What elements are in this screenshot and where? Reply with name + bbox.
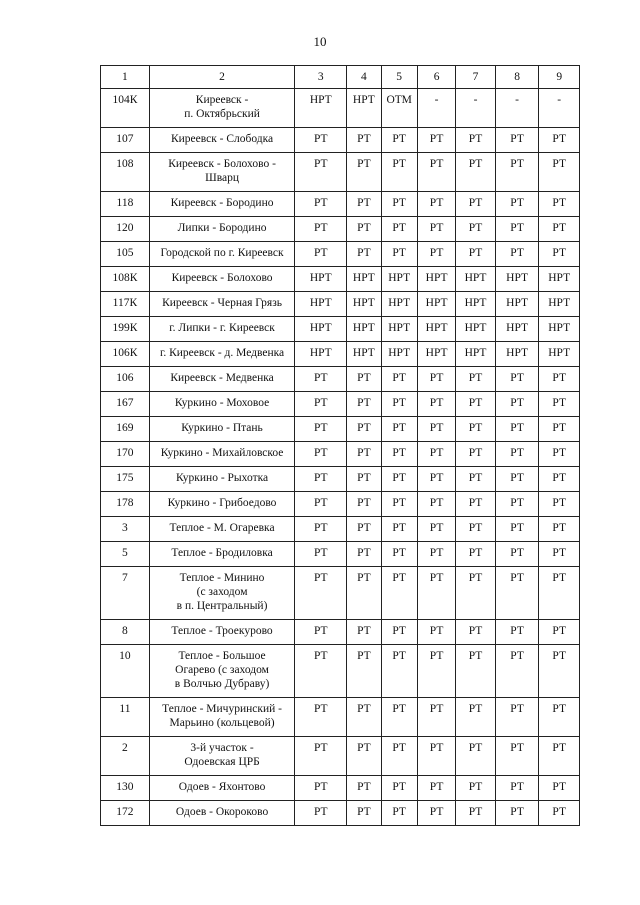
table-row [101, 292, 580, 317]
col-4-value: РТ [347, 645, 381, 698]
col-8-value: НРТ [495, 292, 539, 317]
col-6-value: НРТ [417, 317, 455, 342]
route-number: 167 [101, 392, 150, 417]
col-8-value: РТ [495, 517, 539, 542]
table-row [101, 153, 580, 192]
col-4-value: НРТ [347, 267, 381, 292]
route-name: Киреевск - п. Октябрьский [149, 89, 294, 128]
col-8-value: РТ [495, 801, 539, 826]
route-name: Киреевск - Слободка [149, 128, 294, 153]
col-4-value: РТ [347, 442, 381, 467]
col-8-value: РТ [495, 542, 539, 567]
table-row [101, 392, 580, 417]
route-name: Киреевск - Черная Грязь [149, 292, 294, 317]
col-3-value: РТ [295, 367, 347, 392]
col-3-value: РТ [295, 776, 347, 801]
route-number: 172 [101, 801, 150, 826]
col-6-value: РТ [417, 737, 455, 776]
col-6-value: РТ [417, 392, 455, 417]
route-number: 170 [101, 442, 150, 467]
col-8-value: РТ [495, 620, 539, 645]
column-header: 8 [495, 66, 539, 89]
column-header: 3 [295, 66, 347, 89]
col-3-value: РТ [295, 737, 347, 776]
col-3-value: НРТ [295, 267, 347, 292]
col-4-value: РТ [347, 192, 381, 217]
col-8-value: РТ [495, 242, 539, 267]
col-7-value: РТ [456, 517, 495, 542]
col-4-value: РТ [347, 417, 381, 442]
col-7-value: - [456, 89, 495, 128]
route-number: 5 [101, 542, 150, 567]
route-number: 175 [101, 467, 150, 492]
col-9-value: РТ [539, 620, 580, 645]
col-4-value: РТ [347, 737, 381, 776]
col-6-value: РТ [417, 698, 455, 737]
col-6-value: НРТ [417, 292, 455, 317]
col-9-value: РТ [539, 217, 580, 242]
col-7-value: РТ [456, 467, 495, 492]
col-7-value: НРТ [456, 317, 495, 342]
col-7-value: РТ [456, 442, 495, 467]
col-9-value: РТ [539, 417, 580, 442]
route-name: Городской по г. Киреевск [149, 242, 294, 267]
col-5-value: РТ [381, 542, 417, 567]
col-5-value: НРТ [381, 292, 417, 317]
route-number: 120 [101, 217, 150, 242]
col-4-value: РТ [347, 467, 381, 492]
col-6-value: РТ [417, 217, 455, 242]
route-number: 104К [101, 89, 150, 128]
col-7-value: РТ [456, 567, 495, 620]
col-8-value: НРТ [495, 317, 539, 342]
col-7-value: РТ [456, 417, 495, 442]
table-row [101, 367, 580, 392]
col-3-value: РТ [295, 242, 347, 267]
route-name: г. Липки - г. Киреевск [149, 317, 294, 342]
table-row [101, 217, 580, 242]
table-row [101, 267, 580, 292]
col-7-value: РТ [456, 367, 495, 392]
col-5-value: НРТ [381, 267, 417, 292]
col-7-value: РТ [456, 492, 495, 517]
route-name: Одоев - Яхонтово [149, 776, 294, 801]
column-header: 5 [381, 66, 417, 89]
column-header: 9 [539, 66, 580, 89]
col-5-value: РТ [381, 620, 417, 645]
col-8-value: РТ [495, 492, 539, 517]
table-row [101, 801, 580, 826]
col-7-value: НРТ [456, 292, 495, 317]
table-row [101, 492, 580, 517]
col-6-value: РТ [417, 128, 455, 153]
column-header: 6 [417, 66, 455, 89]
col-3-value: РТ [295, 517, 347, 542]
col-8-value: РТ [495, 645, 539, 698]
table-row [101, 467, 580, 492]
col-3-value: РТ [295, 698, 347, 737]
table-row [101, 192, 580, 217]
col-5-value: РТ [381, 567, 417, 620]
table-row [101, 517, 580, 542]
col-5-value: НРТ [381, 317, 417, 342]
col-8-value: РТ [495, 128, 539, 153]
route-name: Одоев - Окороково [149, 801, 294, 826]
route-name: Киреевск - Медвенка [149, 367, 294, 392]
col-3-value: РТ [295, 567, 347, 620]
route-number: 117К [101, 292, 150, 317]
col-6-value: РТ [417, 417, 455, 442]
route-number: 106К [101, 342, 150, 367]
col-6-value: РТ [417, 367, 455, 392]
table-row [101, 317, 580, 342]
col-9-value: РТ [539, 442, 580, 467]
col-3-value: НРТ [295, 292, 347, 317]
route-name: Киреевск - Бородино [149, 192, 294, 217]
col-4-value: РТ [347, 517, 381, 542]
col-4-value: РТ [347, 542, 381, 567]
col-7-value: РТ [456, 128, 495, 153]
route-number: 7 [101, 567, 150, 620]
col-9-value: РТ [539, 192, 580, 217]
col-5-value: РТ [381, 128, 417, 153]
col-4-value: РТ [347, 698, 381, 737]
col-6-value: РТ [417, 620, 455, 645]
route-name: Теплое - Троекурово [149, 620, 294, 645]
col-8-value: НРТ [495, 342, 539, 367]
col-3-value: РТ [295, 153, 347, 192]
route-name: Куркино - Птань [149, 417, 294, 442]
table-row [101, 128, 580, 153]
route-number: 11 [101, 698, 150, 737]
col-4-value: РТ [347, 392, 381, 417]
col-4-value: РТ [347, 620, 381, 645]
col-8-value: РТ [495, 192, 539, 217]
col-3-value: РТ [295, 128, 347, 153]
col-9-value: - [539, 89, 580, 128]
col-7-value: РТ [456, 698, 495, 737]
col-5-value: РТ [381, 442, 417, 467]
route-name: Теплое - Минино (с заходом в п. Центральный) [149, 567, 294, 620]
col-8-value: РТ [495, 417, 539, 442]
col-4-value: НРТ [347, 342, 381, 367]
table-row [101, 442, 580, 467]
column-header: 4 [347, 66, 381, 89]
col-4-value: РТ [347, 776, 381, 801]
col-6-value: РТ [417, 242, 455, 267]
col-5-value: РТ [381, 192, 417, 217]
col-5-value: РТ [381, 153, 417, 192]
col-7-value: НРТ [456, 267, 495, 292]
col-7-value: РТ [456, 737, 495, 776]
col-5-value: РТ [381, 242, 417, 267]
route-number: 2 [101, 737, 150, 776]
table-row [101, 542, 580, 567]
col-6-value: РТ [417, 153, 455, 192]
col-6-value: РТ [417, 801, 455, 826]
route-name: Куркино - Рыхотка [149, 467, 294, 492]
col-6-value: РТ [417, 442, 455, 467]
route-name: Куркино - Моховое [149, 392, 294, 417]
col-9-value: РТ [539, 128, 580, 153]
route-name: Теплое - Мичуринский - Марьино (кольцевой) [149, 698, 294, 737]
col-9-value: РТ [539, 542, 580, 567]
route-name: Куркино - Грибоедово [149, 492, 294, 517]
col-4-value: НРТ [347, 317, 381, 342]
col-4-value: РТ [347, 367, 381, 392]
col-6-value: РТ [417, 492, 455, 517]
col-8-value: РТ [495, 737, 539, 776]
col-6-value: НРТ [417, 342, 455, 367]
col-9-value: НРТ [539, 267, 580, 292]
col-3-value: РТ [295, 217, 347, 242]
col-6-value: РТ [417, 517, 455, 542]
route-name: г. Киреевск - д. Медвенка [149, 342, 294, 367]
col-7-value: РТ [456, 392, 495, 417]
col-6-value: НРТ [417, 267, 455, 292]
route-number: 106 [101, 367, 150, 392]
col-9-value: НРТ [539, 292, 580, 317]
col-3-value: НРТ [295, 89, 347, 128]
col-8-value: НРТ [495, 267, 539, 292]
col-9-value: РТ [539, 242, 580, 267]
col-5-value: РТ [381, 776, 417, 801]
route-name: Теплое - Большое Огарево (с заходом в Волчью Дубраву) [149, 645, 294, 698]
route-number: 108К [101, 267, 150, 292]
col-3-value: РТ [295, 392, 347, 417]
table-row [101, 89, 580, 128]
col-9-value: НРТ [539, 342, 580, 367]
col-8-value: РТ [495, 776, 539, 801]
col-7-value: РТ [456, 242, 495, 267]
col-4-value: РТ [347, 242, 381, 267]
col-7-value: РТ [456, 801, 495, 826]
col-6-value: РТ [417, 567, 455, 620]
route-number: 105 [101, 242, 150, 267]
col-5-value: РТ [381, 517, 417, 542]
col-6-value: - [417, 89, 455, 128]
col-5-value: РТ [381, 467, 417, 492]
table-row [101, 417, 580, 442]
col-9-value: РТ [539, 567, 580, 620]
route-number: 108 [101, 153, 150, 192]
col-7-value: РТ [456, 620, 495, 645]
col-5-value: РТ [381, 417, 417, 442]
col-3-value: РТ [295, 417, 347, 442]
col-8-value: - [495, 89, 539, 128]
table-row [101, 242, 580, 267]
col-8-value: РТ [495, 392, 539, 417]
route-number: 130 [101, 776, 150, 801]
page-number: 10 [313, 34, 327, 49]
col-5-value: РТ [381, 492, 417, 517]
col-4-value: РТ [347, 492, 381, 517]
route-number: 3 [101, 517, 150, 542]
col-7-value: РТ [456, 645, 495, 698]
col-9-value: РТ [539, 467, 580, 492]
col-3-value: РТ [295, 542, 347, 567]
col-3-value: РТ [295, 442, 347, 467]
col-8-value: РТ [495, 153, 539, 192]
col-5-value: НРТ [381, 342, 417, 367]
col-7-value: РТ [456, 192, 495, 217]
col-5-value: РТ [381, 217, 417, 242]
col-9-value: РТ [539, 698, 580, 737]
col-9-value: РТ [539, 492, 580, 517]
col-9-value: НРТ [539, 317, 580, 342]
col-6-value: РТ [417, 645, 455, 698]
col-4-value: РТ [347, 567, 381, 620]
col-8-value: РТ [495, 467, 539, 492]
route-number: 10 [101, 645, 150, 698]
table-row [101, 698, 580, 737]
route-name: Киреевск - Болохово [149, 267, 294, 292]
col-5-value: РТ [381, 698, 417, 737]
col-7-value: РТ [456, 153, 495, 192]
route-name: Теплое - Бродиловка [149, 542, 294, 567]
col-9-value: РТ [539, 153, 580, 192]
route-name: Теплое - М. Огаревка [149, 517, 294, 542]
routes-body [101, 89, 580, 826]
col-7-value: РТ [456, 542, 495, 567]
col-5-value: РТ [381, 392, 417, 417]
col-3-value: РТ [295, 645, 347, 698]
col-3-value: РТ [295, 801, 347, 826]
column-header: 1 [101, 66, 150, 89]
col-9-value: РТ [539, 801, 580, 826]
routes-table [100, 65, 580, 826]
col-9-value: РТ [539, 367, 580, 392]
route-name: Липки - Бородино [149, 217, 294, 242]
route-number: 199К [101, 317, 150, 342]
route-number: 107 [101, 128, 150, 153]
col-3-value: РТ [295, 467, 347, 492]
col-7-value: РТ [456, 217, 495, 242]
col-6-value: РТ [417, 467, 455, 492]
route-number: 118 [101, 192, 150, 217]
table-row [101, 342, 580, 367]
col-6-value: РТ [417, 776, 455, 801]
route-name: 3-й участок - Одоевская ЦРБ [149, 737, 294, 776]
col-3-value: РТ [295, 192, 347, 217]
col-4-value: РТ [347, 217, 381, 242]
col-9-value: РТ [539, 776, 580, 801]
col-6-value: РТ [417, 542, 455, 567]
col-3-value: НРТ [295, 317, 347, 342]
col-9-value: РТ [539, 517, 580, 542]
col-4-value: РТ [347, 128, 381, 153]
route-number: 169 [101, 417, 150, 442]
col-8-value: РТ [495, 442, 539, 467]
col-4-value: РТ [347, 801, 381, 826]
route-name: Куркино - Михайловское [149, 442, 294, 467]
col-3-value: РТ [295, 492, 347, 517]
col-4-value: НРТ [347, 89, 381, 128]
col-9-value: РТ [539, 645, 580, 698]
col-8-value: РТ [495, 567, 539, 620]
header-row [101, 66, 580, 89]
col-5-value: РТ [381, 801, 417, 826]
col-5-value: РТ [381, 737, 417, 776]
table-row [101, 645, 580, 698]
col-9-value: РТ [539, 392, 580, 417]
col-7-value: НРТ [456, 342, 495, 367]
col-8-value: РТ [495, 217, 539, 242]
route-number: 8 [101, 620, 150, 645]
col-3-value: НРТ [295, 342, 347, 367]
col-4-value: НРТ [347, 292, 381, 317]
col-8-value: РТ [495, 698, 539, 737]
col-6-value: РТ [417, 192, 455, 217]
col-5-value: РТ [381, 645, 417, 698]
column-header: 7 [456, 66, 495, 89]
table-row [101, 737, 580, 776]
route-number: 178 [101, 492, 150, 517]
col-8-value: РТ [495, 367, 539, 392]
col-9-value: РТ [539, 737, 580, 776]
col-3-value: РТ [295, 620, 347, 645]
col-5-value: ОТМ [381, 89, 417, 128]
table-row [101, 620, 580, 645]
route-name: Киреевск - Болохово - Шварц [149, 153, 294, 192]
column-header: 2 [149, 66, 294, 89]
col-4-value: РТ [347, 153, 381, 192]
table-row [101, 776, 580, 801]
col-7-value: РТ [456, 776, 495, 801]
col-5-value: РТ [381, 367, 417, 392]
table-row [101, 567, 580, 620]
